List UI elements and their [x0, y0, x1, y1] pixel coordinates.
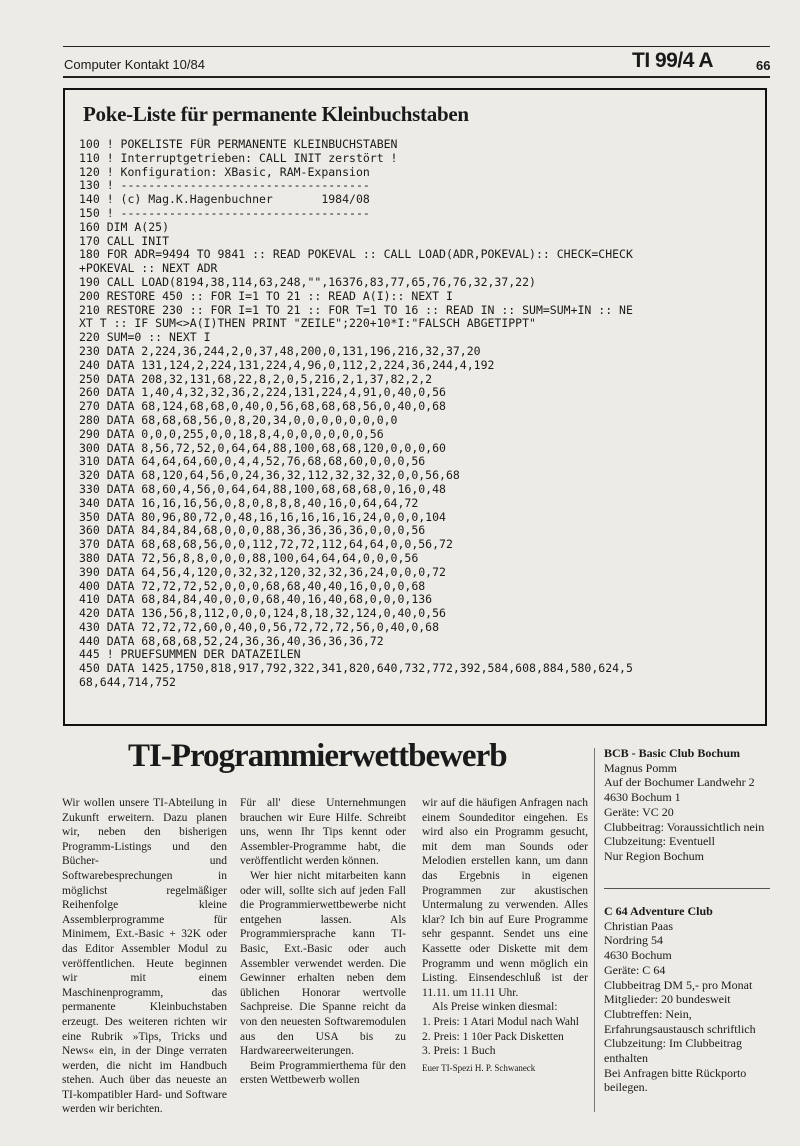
- code-line: 430 DATA 72,72,72,60,0,40,0,56,72,72,72,56,0,40,0,68: [79, 620, 440, 634]
- code-line: 400 DATA 72,72,72,52,0,0,0,68,68,40,40,16,0,0,0,68: [79, 579, 426, 593]
- code-line: 120 ! Konfiguration: XBasic, RAM-Expansion: [79, 165, 370, 179]
- code-line: 190 CALL LOAD(8194,38,114,63,248,"",16376,83,77,65,76,76,32,37,22): [79, 275, 536, 289]
- club-line: Clubzeitung: Im Clubbeitrag enthalten: [604, 1036, 742, 1066]
- article-column-3: [422, 796, 588, 1075]
- code-line: 100 ! POKELISTE FÜR PERMANENTE KLEINBUCHSTABEN: [79, 138, 398, 151]
- club-title: BCB - Basic Club Bochum: [604, 746, 741, 760]
- code-line: 410 DATA 68,84,84,40,0,0,0,68,40,16,40,68,0,0,0,136: [79, 593, 433, 607]
- prize-3: 3. Preis: 1 Buch: [422, 1045, 496, 1058]
- article-paragraph: Beim Programmierthema für den ersten Wettbewerb wollen: [240, 1059, 406, 1087]
- article-paragraph: Für all' diese Unternehmungen brauchen wir Eure Hilfe. Schreibt uns, wenn Ihr Tips kennt oder Assembler-Programme habt, die veröffentlicht werden können.: [240, 797, 406, 868]
- code-line: XT T :: IF SUM<>A(I)THEN PRINT "ZEILE";220+10*I:"FALSCH ABGETIPPT": [79, 317, 536, 331]
- club-line: Clubzeitung: Eventuell: [604, 834, 715, 849]
- code-line: 220 SUM=0 :: NEXT I: [79, 331, 211, 345]
- header-rule-bottom: [63, 76, 770, 78]
- article-paragraph: Wir wollen unsere TI-Abteilung in Zukunft erweitern. Dazu planen wir, neben den bisherigen Programm-Listings und den Bücher- und Softwarebesprechungen in möglichst regelmäßiger Reihenfolge kleine Assemblerprogramme für Minimem, Ext.-Basic + 32K oder das Editor Assembler Modul zu veröffentlichen. Heute beginnen wir mit einem Maschinenprogramm, das permanente Kleinbuchstaben erzeugt. Des weiteren richten wir eine Rubrik »Tips, Tricks und News« ein, in der Dinge verraten werden, die nicht im Handbuch stehen. Auch über das neueste an TI-kompatibler Hard- und Software werden wir berichten.: [62, 797, 227, 1116]
- club-line: Auf der Bochumer Landwehr 2: [604, 775, 755, 790]
- club-line: Geräte: VC 20: [604, 804, 674, 819]
- code-line: 390 DATA 64,56,4,120,0,32,32,120,32,32,36,24,0,0,0,72: [79, 565, 446, 579]
- code-line: 360 DATA 84,84,84,68,0,0,0,88,36,36,36,36,0,0,0,56: [79, 524, 426, 538]
- club-line: Nur Region Bochum: [604, 848, 704, 863]
- article-column-1: [62, 796, 227, 1117]
- code-line: 340 DATA 16,16,16,56,0,8,0,8,8,8,40,16,0,64,64,72: [79, 496, 419, 510]
- header-rule: [63, 46, 770, 47]
- listing-title: Poke-Liste für permanente Kleinbuchstaben: [83, 102, 469, 126]
- code-line: 290 DATA 0,0,0,255,0,0,18,8,4,0,0,0,0,0,0,56: [79, 427, 384, 441]
- club-line: Clubbeitrag DM 5,- pro Monat: [604, 977, 753, 992]
- club-line: Nordring 54: [604, 933, 663, 948]
- code-line: 330 DATA 68,60,4,56,0,64,64,88,100,68,68,68,0,16,0,48: [79, 482, 446, 496]
- page-number: 66: [756, 58, 771, 73]
- code-line: 310 DATA 64,64,64,60,0,4,4,52,76,68,68,60,0,0,0,56: [79, 455, 426, 469]
- code-line: 110 ! Interruptgetrieben: CALL INIT zerstört !: [79, 151, 398, 165]
- code-line: 370 DATA 68,68,68,56,0,0,112,72,72,112,64,64,0,0,56,72: [79, 538, 453, 552]
- article-column-2: [240, 796, 406, 1088]
- club-line: Christian Paas: [604, 918, 673, 933]
- code-line: 440 DATA 68,68,68,52,24,36,36,40,36,36,36,72: [79, 634, 384, 648]
- club-line: Magnus Pomm: [604, 760, 678, 775]
- code-listing: [79, 138, 763, 690]
- article-paragraph: Als Preise winken diesmal:: [432, 1001, 558, 1014]
- club-line: 4630 Bochum 1: [604, 790, 681, 805]
- code-line: 260 DATA 1,40,4,32,32,36,2,224,131,224,4,91,0,40,0,56: [79, 386, 446, 400]
- code-line: 150 ! ------------------------------------: [79, 206, 370, 220]
- column-divider: [594, 748, 595, 1112]
- club-line: Clubbeitrag: Voraussichtlich nein: [604, 819, 765, 834]
- code-line: 350 DATA 80,96,80,72,0,48,16,16,16,16,16,24,0,0,0,104: [79, 510, 446, 524]
- club-notice-c64: [604, 904, 774, 1095]
- prize-2: 2. Preis: 1 10er Pack Disketten: [422, 1030, 564, 1043]
- code-line: 170 CALL INIT: [79, 234, 170, 248]
- club-line: Bei Anfragen bitte Rückporto beilegen.: [604, 1065, 747, 1095]
- code-line: 200 RESTORE 450 :: FOR I=1 TO 21 :: READ A(I):: NEXT I: [79, 289, 453, 303]
- article-paragraph: wir auf die häufigen Anfragen nach einem Soundeditor eingehen. Es wird also ein Programm gesucht, mit dem man Sounds oder Melodien erstellen kann, um dann das Ergebnis in eigenen Programmen zur akustischen Untermalung zu verwenden. Alles klar? Ich bin auf Eure Programme sehr gespannt. Sendet uns eine Kassette oder Diskette mit dem Programm und wenn möglich ein Listing. Einsendeschluß ist der 11.11. um 11.11 Uhr.: [422, 797, 588, 999]
- code-line: 240 DATA 131,124,2,224,131,224,4,96,0,112,2,224,36,244,4,192: [79, 358, 495, 372]
- code-line: 300 DATA 8,56,72,52,0,64,64,88,100,68,68,120,0,0,0,60: [79, 441, 446, 455]
- code-line: 250 DATA 208,32,131,68,22,8,2,0,5,216,2,1,37,82,2,2: [79, 372, 433, 386]
- magazine-issue: Computer Kontakt 10/84: [64, 57, 205, 72]
- section-title: TI 99/4 A: [632, 49, 714, 72]
- club-title: C 64 Adventure Club: [604, 904, 713, 918]
- code-line: 450 DATA 1425,1750,818,917,792,322,341,820,640,732,772,392,584,608,884,580,624,5: [79, 662, 633, 676]
- code-line: 280 DATA 68,68,68,56,0,8,20,34,0,0,0,0,0,0,0,0: [79, 413, 398, 427]
- club-line: 4630 Bochum: [604, 948, 672, 963]
- article-signature: Euer TI-Spezi H. P. Schwaneck: [422, 1062, 536, 1073]
- code-line: 68,644,714,752: [79, 676, 176, 690]
- prize-1: 1. Preis: 1 Atari Modul nach Wahl: [422, 1015, 579, 1028]
- code-line: 320 DATA 68,120,64,56,0,24,36,32,112,32,32,32,0,0,56,68: [79, 469, 460, 483]
- code-line: 270 DATA 68,124,68,68,0,40,0,56,68,68,68,56,0,40,0,68: [79, 400, 446, 414]
- article-paragraph: Wer hier nicht mitarbeiten kann oder will, sollte sich auf jeden Fall die Programmierwettbewerbe nicht entgehen lassen. Als Programmiersprache kann TI-Basic, Ext.-Basic oder auch Assembler verwendet werden. Die Gewinner erhalten neben dem üblichen Honorar wertvolle Sachpreise. Die Spanne reicht da von den neuesten Softwaremodulen aus den USA bis zu Hardwareerweiterungen.: [240, 869, 406, 1058]
- code-line: 130 ! ------------------------------------: [79, 179, 370, 193]
- code-line: 160 DIM A(25): [79, 220, 170, 234]
- code-line: 210 RESTORE 230 :: FOR I=1 TO 21 :: FOR T=1 TO 16 :: READ IN :: SUM=SUM+IN :: NE: [79, 303, 633, 317]
- club-line: Geräte: C 64: [604, 962, 666, 977]
- code-line: 230 DATA 2,224,36,244,2,0,37,48,200,0,131,196,216,32,37,20: [79, 344, 481, 358]
- club-line: Clubtreffen: Nein, Erfahrungsaustausch schriftlich: [604, 1006, 756, 1036]
- club-divider: [604, 888, 770, 889]
- club-line: Mitglieder: 20 bundesweit: [604, 992, 731, 1007]
- listing-box: [63, 88, 767, 726]
- code-line: 380 DATA 72,56,8,8,0,0,0,88,100,64,64,64,0,0,0,56: [79, 551, 419, 565]
- code-line: 140 ! (c) Mag.K.Hagenbuchner 1984/08: [79, 193, 370, 207]
- code-line: 445 ! PRUEFSUMMEN DER DATAZEILEN: [79, 648, 301, 662]
- club-notice-bcb: [604, 746, 774, 864]
- article-title: TI-Programmierwettbewerb: [128, 738, 507, 774]
- code-line: 180 FOR ADR=9494 TO 9841 :: READ POKEVAL :: CALL LOAD(ADR,POKEVAL):: CHECK=CHECK: [79, 248, 633, 262]
- code-line: +POKEVAL :: NEXT ADR: [79, 262, 218, 276]
- code-line: 420 DATA 136,56,8,112,0,0,0,124,8,18,32,124,0,40,0,56: [79, 607, 446, 621]
